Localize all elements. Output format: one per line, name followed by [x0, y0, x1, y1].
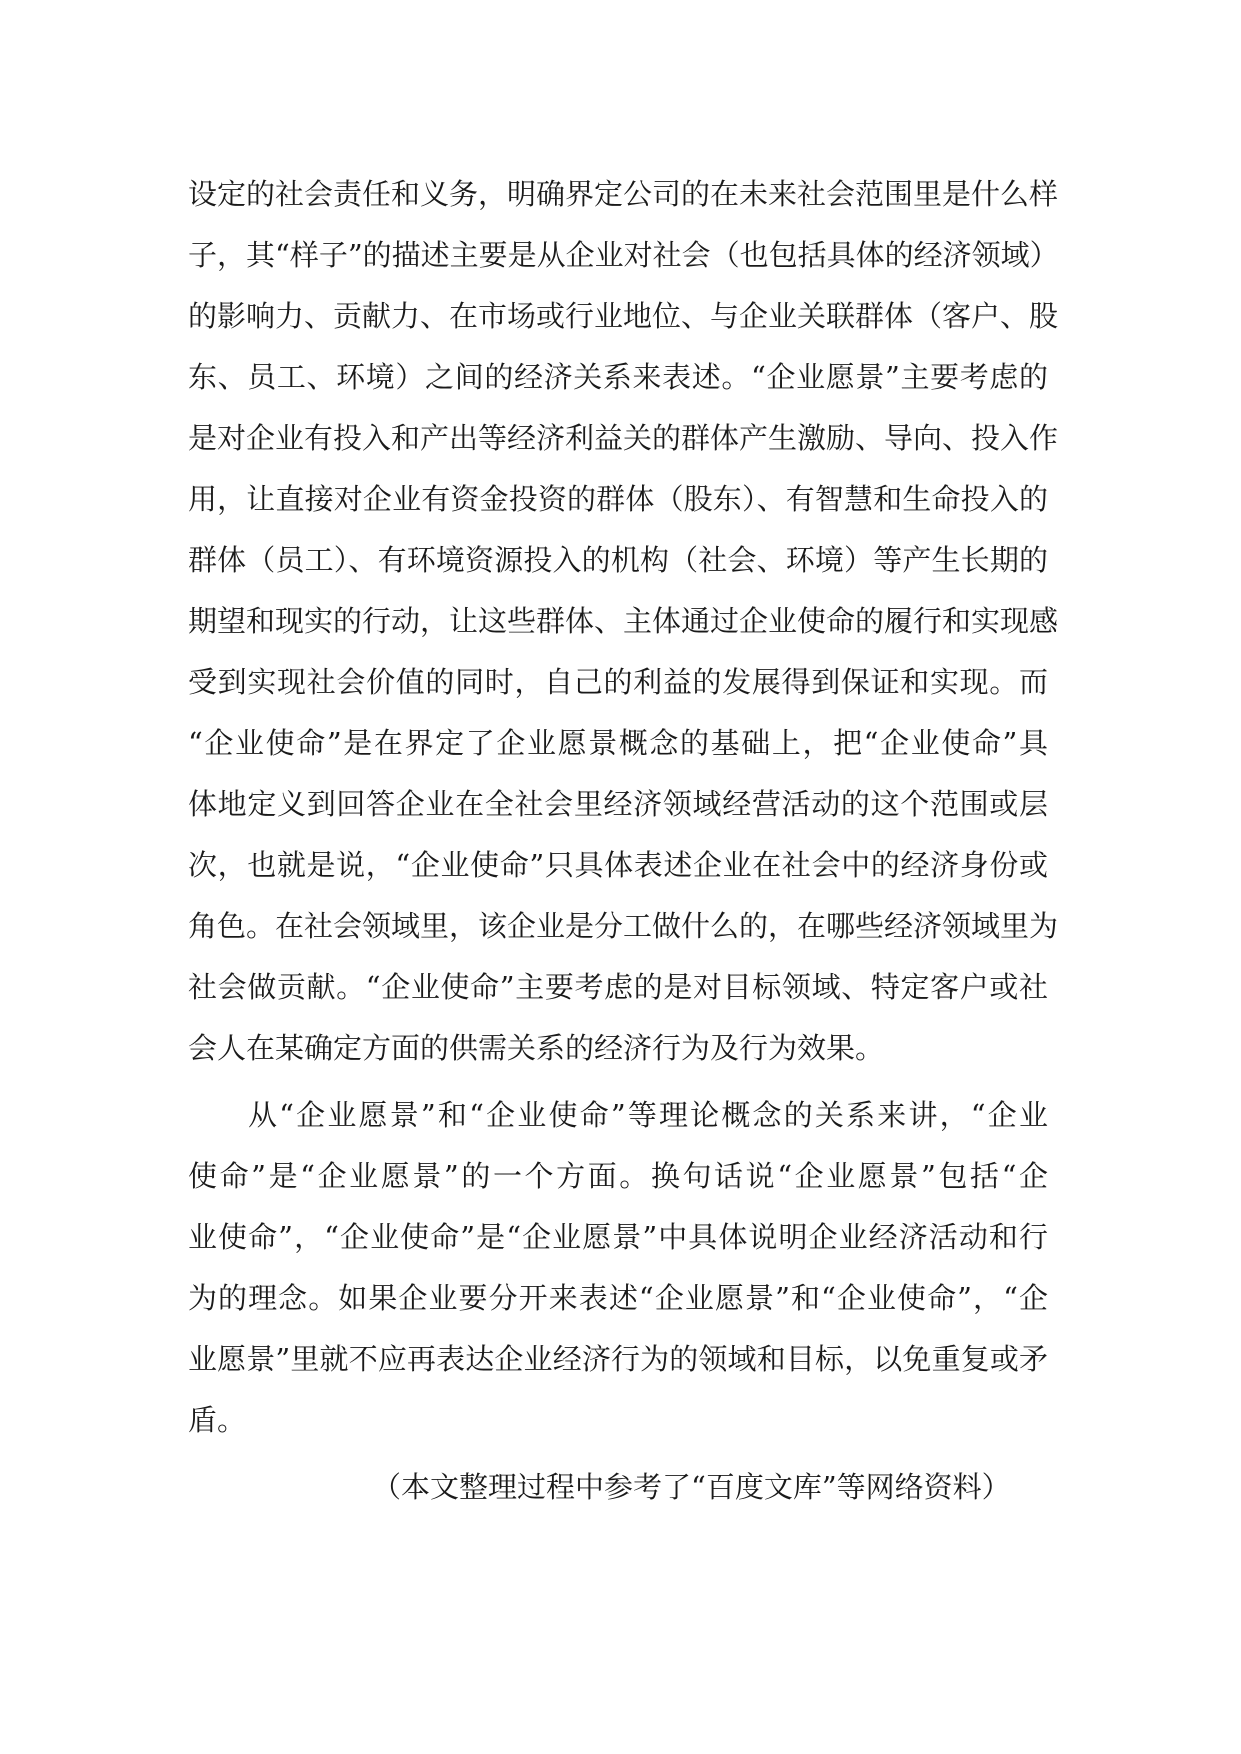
paragraph-1-line-15: 会人在某确定方面的供需关系的经济行为及行为效果。	[188, 1031, 885, 1065]
paragraph-2-line-3: 业使命”，“企业使命”是“企业愿景”中具体说明企业经济活动和行	[188, 1220, 1048, 1254]
paragraph-1-line-3: 的影响力、贡献力、在市场或行业地位、与企业关联群体（客户、股	[188, 299, 1059, 333]
paragraph-1-line-14: 社会做贡献。“企业使命”主要考虑的是对目标领域、特定客户或社	[188, 970, 1048, 1004]
paragraph-2-line-1: 从“企业愿景”和“企业使命”等理论概念的关系来讲，“企业	[248, 1098, 1048, 1132]
paragraph-1-line-13: 角色。在社会领域里，该企业是分工做什么的，在哪些经济领域里为	[188, 909, 1059, 943]
paragraph-2-line-2: 使命”是“企业愿景”的一个方面。换句话说“企业愿景”包括“企	[188, 1159, 1048, 1193]
paragraph-1-line-2: 子，其“样子”的描述主要是从企业对社会（也包括具体的经济领域）	[188, 238, 1059, 272]
paragraph-1-line-1: 设定的社会责任和义务，明确界定公司的在未来社会范围里是什么样	[188, 177, 1059, 211]
source-note: （本文整理过程中参考了“百度文库”等网络资料）	[372, 1470, 1011, 1504]
paragraph-1-line-4: 东、员工、环境）之间的经济关系来表述。“企业愿景”主要考虑的	[188, 360, 1048, 394]
paragraph-1-line-7: 群体（员工）、有环境资源投入的机构（社会、环境）等产生长期的	[188, 543, 1048, 577]
paragraph-2-line-5: 业愿景”里就不应再表达企业经济行为的领域和目标，以免重复或矛	[188, 1342, 1048, 1376]
paragraph-1-line-11: 体地定义到回答企业在全社会里经济领域经营活动的这个范围或层	[188, 787, 1048, 821]
paragraph-1-line-6: 用，让直接对企业有资金投资的群体（股东）、有智慧和生命投入的	[188, 482, 1048, 516]
paragraph-1-line-9: 受到实现社会价值的同时，自己的利益的发展得到保证和实现。而	[188, 665, 1048, 699]
paragraph-2-line-6: 盾。	[188, 1403, 247, 1437]
paragraph-2-line-4: 为的理念。如果企业要分开来表述“企业愿景”和“企业使命”，“企	[188, 1281, 1048, 1315]
paragraph-1-line-12: 次，也就是说，“企业使命”只具体表述企业在社会中的经济身份或	[188, 848, 1048, 882]
paragraph-1-line-10: “企业使命”是在界定了企业愿景概念的基础上，把“企业使命”具	[188, 726, 1048, 760]
paragraph-1-line-5: 是对企业有投入和产出等经济利益关的群体产生激励、导向、投入作	[188, 421, 1059, 455]
paragraph-1-line-8: 期望和现实的行动，让这些群体、主体通过企业使命的履行和实现感	[188, 604, 1059, 638]
